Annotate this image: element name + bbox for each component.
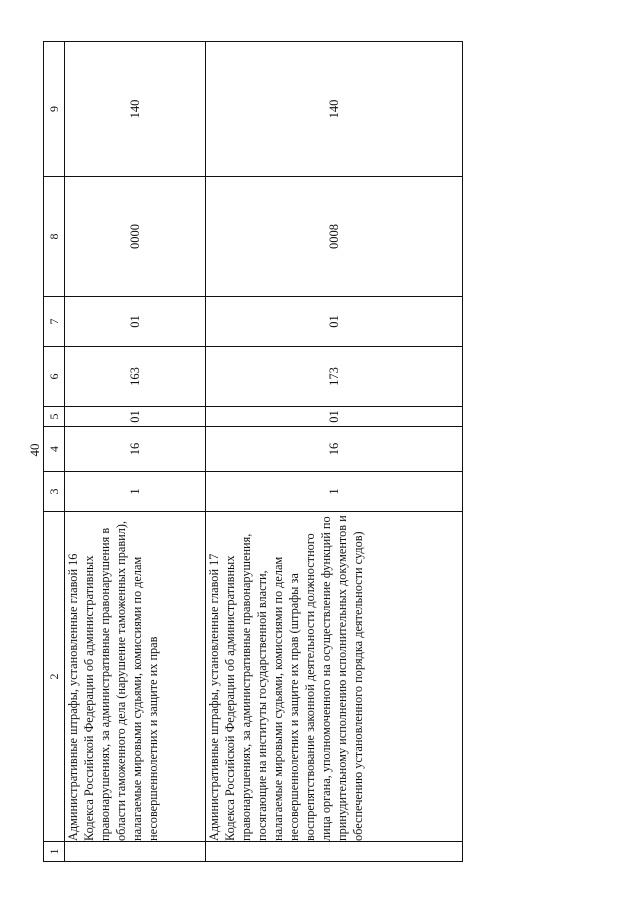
code-cell: 163 bbox=[65, 347, 206, 407]
column-number: 9 bbox=[44, 42, 65, 177]
rotated-table-wrapper bbox=[43, 42, 461, 862]
column-number: 5 bbox=[44, 407, 65, 427]
code-cell: 140 bbox=[65, 42, 206, 177]
budget-codes-table bbox=[43, 41, 463, 862]
column-number-row bbox=[44, 42, 65, 862]
code-cell: 01 bbox=[206, 297, 463, 347]
code-cell: 173 bbox=[206, 347, 463, 407]
column-number: 2 bbox=[44, 512, 65, 842]
code-cell: 01 bbox=[65, 297, 206, 347]
row-index-cell bbox=[65, 842, 206, 862]
code-cell: 140 bbox=[206, 42, 463, 177]
code-cell: 1 bbox=[65, 472, 206, 512]
column-number: 4 bbox=[44, 427, 65, 472]
table-row bbox=[65, 42, 206, 862]
code-cell: 1 bbox=[206, 472, 463, 512]
column-number: 1 bbox=[44, 842, 65, 862]
table-row bbox=[206, 42, 463, 862]
code-cell: 0000 bbox=[65, 177, 206, 297]
code-cell: 16 bbox=[65, 427, 206, 472]
page-number: 40 bbox=[27, 443, 42, 457]
code-cell: 01 bbox=[65, 407, 206, 427]
description-cell: Административные штрафы, установленные главой 17 Кодекса Российской Федерации об административных правонарушениях, за административные правонарушения, посягающие на институты государственной власти, налагаемые мировыми судьями, комиссиями по делам несовершеннолетних и защите их прав (штрафы за воспрепятствование законной деятельности должностного лица органа, уполномоченного на осуществление функций по принудительному исполнению исполнительных документов и обеспечению установленного порядка деятельности судов) bbox=[206, 512, 463, 842]
row-index-cell bbox=[206, 842, 463, 862]
description-cell: Административные штрафы, установленные главой 16 Кодекса Российской Федерации об административных правонарушениях, за административные правонарушения в области таможенного дела (нарушение таможенных правил), налагаемые мировыми судьями, комиссиями по делам несовершеннолетних и защите их прав bbox=[65, 512, 206, 842]
column-number: 7 bbox=[44, 297, 65, 347]
code-cell: 0008 bbox=[206, 177, 463, 297]
code-cell: 16 bbox=[206, 427, 463, 472]
column-number: 8 bbox=[44, 177, 65, 297]
column-number: 3 bbox=[44, 472, 65, 512]
code-cell: 01 bbox=[206, 407, 463, 427]
column-number: 6 bbox=[44, 347, 65, 407]
